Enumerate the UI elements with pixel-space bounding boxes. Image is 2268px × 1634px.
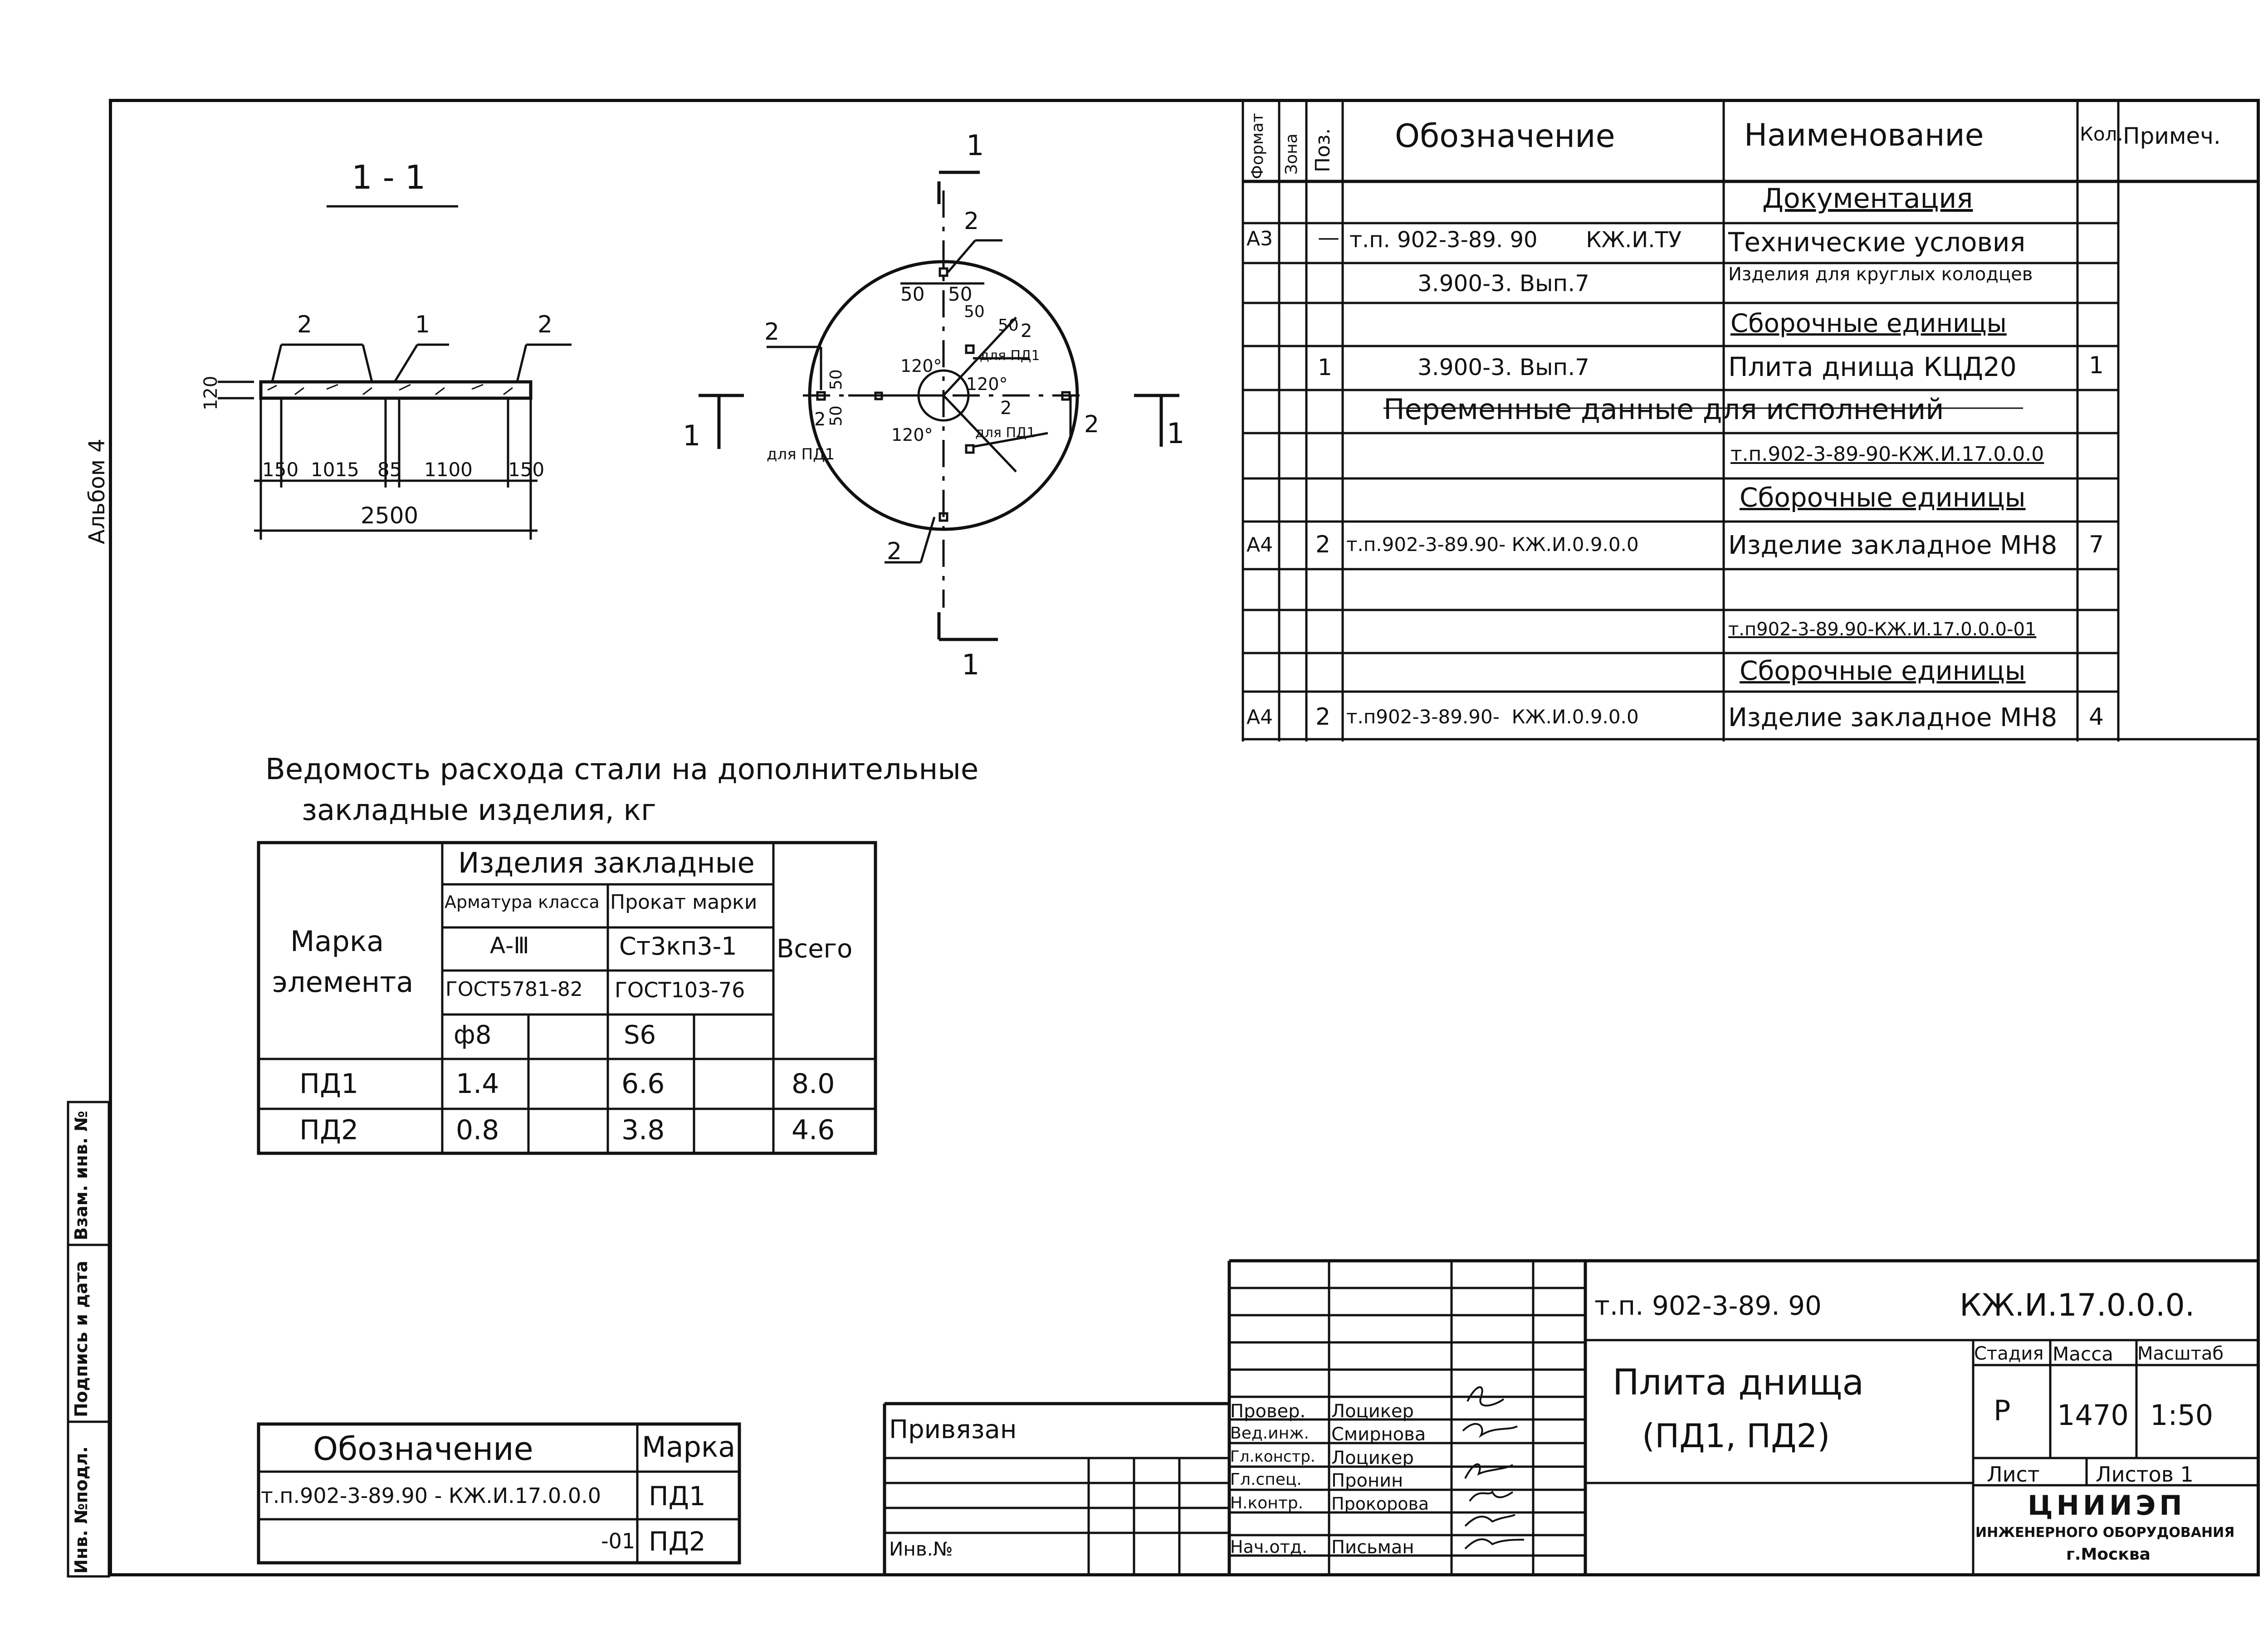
section-callout: 1 <box>415 311 430 338</box>
steel-h-arm-gost: ГОСТ5781-82 <box>445 978 583 1001</box>
signer-name: Письман <box>1331 1537 1414 1558</box>
spec-qty: 4 <box>2089 703 2104 731</box>
spec-variant-code: т.п902-3-89.90-КЖ.И.17.0.0.0-01 <box>1728 619 2037 640</box>
spec-section: Сборочные единицы <box>1740 655 2026 686</box>
spec-name: Плита днища КЦД20 <box>1728 351 2017 382</box>
spec-designation: т.п902-3-89.90- КЖ.И.0.9.0.0 <box>1346 706 1639 728</box>
mass-header: Масса <box>2053 1343 2113 1365</box>
signer-name: Смирнова <box>1331 1424 1426 1445</box>
plan-angle: 120° <box>891 425 933 445</box>
section-title: 1 - 1 <box>352 158 426 196</box>
plan-dim: 50 <box>948 283 973 305</box>
spec-header-format: Формат <box>1248 112 1267 179</box>
spec-name: Изделие закладное МН8 <box>1728 703 2058 732</box>
signer-name: Лоцикер <box>1331 1401 1414 1422</box>
signer-role: Провер. <box>1230 1401 1306 1422</box>
privyazan-label: Привязан <box>889 1415 1017 1444</box>
steel-h-arm-class: А-Ⅲ <box>490 932 529 959</box>
scale-header: Масштаб <box>2137 1343 2224 1364</box>
steel-h-prokat: Прокат марки <box>610 891 758 914</box>
steel-h-prokat-size: S6 <box>624 1020 656 1050</box>
stage-value: Р <box>1994 1394 2011 1427</box>
steel-row-prokat: 3.8 <box>621 1114 665 1146</box>
plan-note: для ПД1 <box>980 348 1040 364</box>
spec-format: А3 <box>1246 227 1273 250</box>
steel-h-prokat-gost: ГОСТ103-76 <box>615 978 745 1002</box>
signatures <box>1463 1387 1524 1549</box>
steel-row-arm: 0.8 <box>456 1114 499 1146</box>
cut-label: 1 <box>962 648 980 681</box>
spec-designation: 3.900-3. Вып.7 <box>1418 270 1589 297</box>
section-dim: 1015 <box>311 458 359 481</box>
cut-label: 1 <box>683 419 701 452</box>
variants-h-mark: Марка <box>642 1430 736 1463</box>
steel-row-mark: ПД1 <box>299 1068 359 1100</box>
plan-angle: 120° <box>900 356 942 376</box>
mass-value: 1470 <box>2057 1399 2129 1432</box>
spec-pos: — <box>1318 225 1339 250</box>
plan-dim: 50 <box>827 405 846 426</box>
section-dim: 150 <box>508 458 545 481</box>
spec-variant-code: т.п.902-3-89-90-КЖ.И.17.0.0.0 <box>1730 443 2044 466</box>
spec-section: Сборочные единицы <box>1740 482 2026 513</box>
cut-label: 1 <box>966 129 984 162</box>
plan-note: для ПД1 <box>767 445 835 463</box>
spec-name: Изделия для круглых колодцев <box>1728 264 2033 285</box>
steel-row-mark: ПД2 <box>299 1114 359 1146</box>
sheets-label: Листов 1 <box>2096 1462 2194 1487</box>
spec-header-designation: Обозначение <box>1395 117 1615 155</box>
title-name: Плита днища <box>1613 1362 1864 1403</box>
plan-view-geometry <box>699 172 1179 639</box>
section-dim: 85 <box>377 458 402 481</box>
org-name: ЦНИИЭП <box>2028 1490 2186 1522</box>
signer-role: Н.контр. <box>1230 1494 1304 1512</box>
section-callout: 2 <box>297 311 313 338</box>
variants-row-designation: т.п.902-3-89.90 - КЖ.И.17.0.0.0 <box>261 1483 601 1508</box>
stage-header: Стадия <box>1974 1343 2044 1364</box>
spec-header-qty: Кол. <box>2080 123 2123 145</box>
pos-label: 2 <box>1000 398 1012 419</box>
spec-span-title: Переменные данные для исполнений <box>1383 393 1944 426</box>
org-name: ИНЖЕНЕРНОГО ОБОРУДОВАНИЯ <box>1975 1525 2235 1541</box>
plan-dim: 50 <box>827 369 846 390</box>
steel-row-arm: 1.4 <box>456 1068 499 1100</box>
pos-label: 2 <box>964 208 979 235</box>
pos-label: 2 <box>1021 321 1032 341</box>
variants-h-designation: Обозначение <box>313 1430 533 1468</box>
spec-pos: 2 <box>1315 531 1331 558</box>
signer-name: Прокорова <box>1331 1494 1429 1514</box>
plan-angle: 120° <box>966 374 1008 394</box>
spec-designation: 3.900-3. Вып.7 <box>1418 354 1589 380</box>
signer-role: Нач.отд. <box>1230 1537 1308 1557</box>
plan-dim: 50 <box>964 302 985 321</box>
variants-row-mark: ПД1 <box>649 1481 706 1512</box>
spec-header-zone: Зона <box>1282 133 1301 175</box>
section-height-dim: 120 <box>200 376 221 410</box>
spec-designation: т.п.902-3-89.90- КЖ.И.0.9.0.0 <box>1346 533 1639 556</box>
variants-row-designation: -01 <box>601 1529 635 1553</box>
spec-name: Изделие закладное МН8 <box>1728 531 2058 560</box>
plan-note: для ПД1 <box>975 425 1036 441</box>
inv-podl-label: Инв. №подл. <box>71 1446 91 1574</box>
steel-title: закладные изделия, кг <box>302 794 656 827</box>
pos-label: 2 <box>1084 411 1100 438</box>
sheet-label: Лист <box>1987 1462 2040 1487</box>
inv-label: Инв.№ <box>889 1538 953 1560</box>
section-dim: 1100 <box>424 458 473 481</box>
spec-designation: т.п. 902-3-89. 90 КЖ.И.ТУ <box>1349 227 1682 253</box>
spec-header-pos: Поз. <box>1311 128 1334 172</box>
org-city: г.Москва <box>2066 1545 2151 1564</box>
signer-role: Гл.спец. <box>1230 1470 1302 1489</box>
steel-row-total: 4.6 <box>792 1114 835 1146</box>
signer-name: Пронин <box>1331 1470 1403 1491</box>
steel-h-mark: Марка <box>290 925 384 958</box>
title-code-right: КЖ.И.17.0.0.0. <box>1960 1288 2195 1323</box>
spec-section: Документация <box>1762 183 1973 215</box>
pos-label: 2 <box>887 538 902 565</box>
steel-h-prokat-mark: Ст3кп3-1 <box>619 932 737 961</box>
steel-h-group: Изделия закладные <box>458 846 755 879</box>
steel-row-prokat: 6.6 <box>621 1068 665 1100</box>
vzam-inv-label: Взам. инв. № <box>71 1111 91 1240</box>
steel-h-total: Всего <box>777 934 853 964</box>
title-name: (ПД1, ПД2) <box>1642 1417 1830 1455</box>
signer-role: Гл.констр. <box>1230 1448 1315 1466</box>
spec-header-note: Примеч. <box>2123 123 2221 149</box>
spec-name: Технические условия <box>1728 227 2026 258</box>
spec-format: А4 <box>1246 533 1273 556</box>
signer-name: Лоцикер <box>1331 1448 1414 1468</box>
steel-h-mark: элемента <box>272 966 414 999</box>
section-callout: 2 <box>538 311 553 338</box>
spec-pos: 1 <box>1318 354 1332 380</box>
section-dim: 150 <box>262 458 299 481</box>
plan-dim: 50 <box>900 283 925 305</box>
steel-row-total: 8.0 <box>792 1068 835 1100</box>
album-label: Альбом 4 <box>84 439 110 544</box>
cut-label: 1 <box>1167 417 1185 450</box>
variants-row-mark: ПД2 <box>649 1526 706 1557</box>
plan-dim: 50 <box>998 316 1019 335</box>
pos-label: 2 <box>814 409 826 430</box>
steel-title: Ведомость расхода стали на дополнительные <box>265 753 979 786</box>
section-1-1-geometry <box>218 206 572 540</box>
pos-label: 2 <box>764 318 780 346</box>
signer-role: Вед.инж. <box>1230 1424 1309 1443</box>
scale-value: 1:50 <box>2150 1399 2214 1432</box>
section-overall-dim: 2500 <box>361 502 419 529</box>
spec-qty: 7 <box>2089 531 2104 558</box>
steel-h-arm-size: ф8 <box>454 1020 492 1050</box>
title-code-left: т.п. 902-3-89. 90 <box>1594 1290 1822 1321</box>
spec-header-name: Наименование <box>1744 117 1984 153</box>
spec-section: Сборочные единицы <box>1730 309 2007 338</box>
steel-h-arm: Арматура класса <box>445 892 600 912</box>
podpis-data-label: Подпись и дата <box>71 1260 91 1417</box>
spec-pos: 2 <box>1315 703 1331 731</box>
spec-format: А4 <box>1246 706 1273 729</box>
spec-qty: 1 <box>2089 352 2104 379</box>
